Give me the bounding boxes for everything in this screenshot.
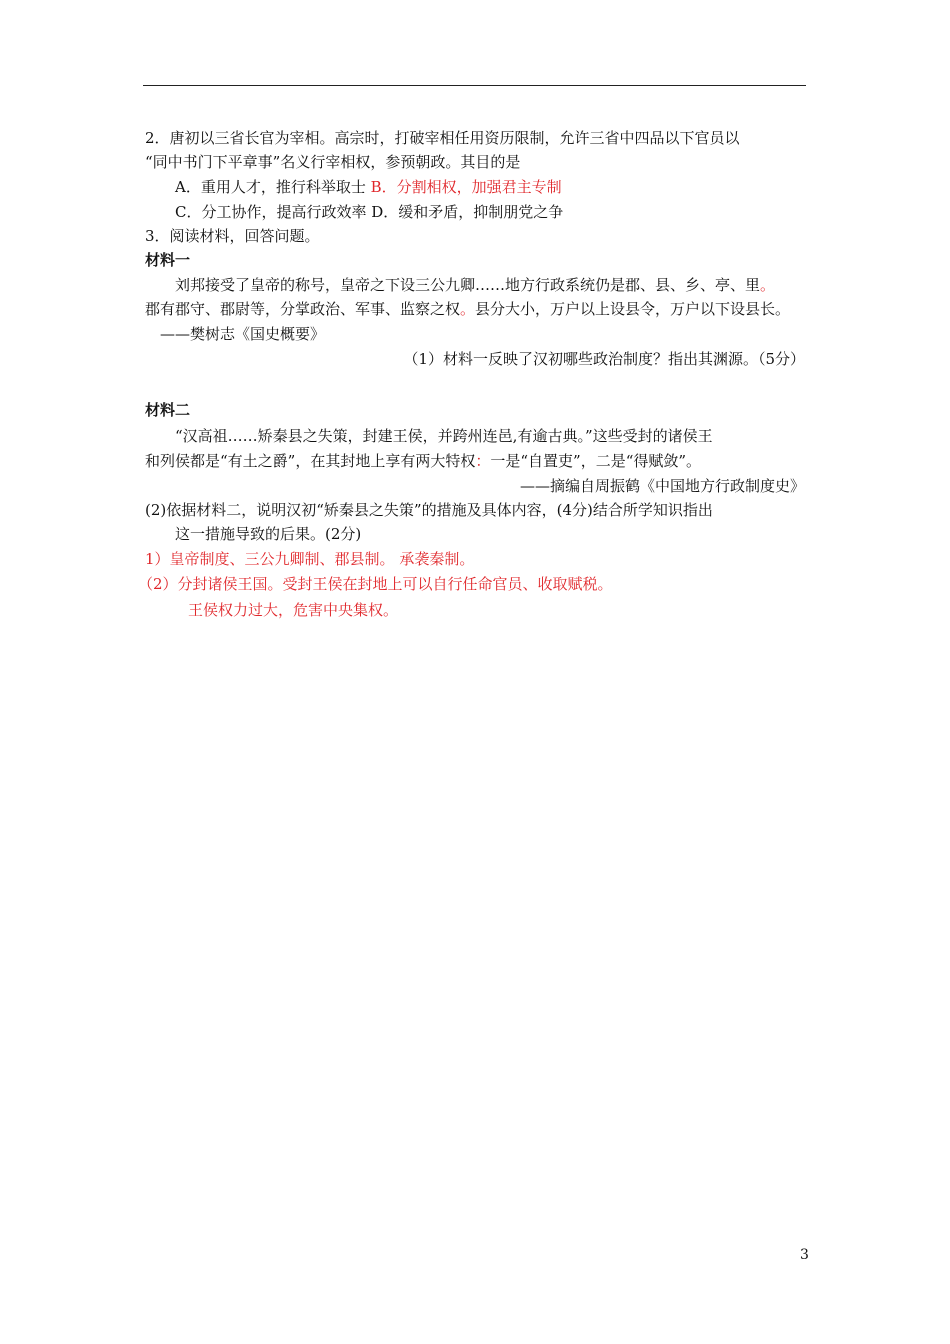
question-two-line2: 这一措施导致的后果。(2分) xyxy=(175,525,362,543)
header-rule xyxy=(143,85,806,86)
q2-options-row1 xyxy=(175,175,562,199)
material-two-source: ——摘编自周振鹤《中国地方行政制度史》 xyxy=(519,477,805,495)
q2-option-a: A．重用人才，推行科举取士 xyxy=(175,178,366,196)
page-number: 3 xyxy=(800,1247,809,1263)
q3-intro: 3．阅读材料，回答问题。 xyxy=(145,227,320,245)
material-one-heading: 材料一 xyxy=(145,251,191,269)
material-two-line2: 和列侯都是“有土之爵”，在其封地上享有两大特权：一是“自置吏”，二是“得赋敛”。 xyxy=(145,452,702,470)
material-one-line2: 郡有郡守、郡尉等，分掌政治、军事、监察之权。县分大小，万户以上设县令，万户以下设县长。 xyxy=(145,300,791,318)
material-two-heading: 材料二 xyxy=(145,401,191,419)
q2-option-c: C．分工协作，提高行政效率 xyxy=(175,203,367,221)
material-two-line1: “汉高祖……矫秦县之失策，封建王侯，并跨州连邑,有逾古典。”这些受封的诸侯王 xyxy=(175,427,713,445)
q2-stem-line2: “同中书门下平章事”名义行宰相权，参预朝政。其目的是 xyxy=(145,153,521,171)
q2-options-row2 xyxy=(175,200,563,224)
question-two-line1: (2)依据材料二，说明汉初“矫秦县之失策”的措施及具体内容，(4分)结合所学知识指出 xyxy=(145,501,713,519)
q2-stem-line1: 2．唐初以三省长官为宰相。高宗时，打破宰相任用资历限制，允许三省中四品以下官员以 xyxy=(145,129,740,147)
material-one-line1: 刘邦接受了皇帝的称号，皇帝之下设三公九卿……地方行政系统仍是郡、县、乡、亭、里。 xyxy=(175,276,776,294)
question-one: （1）材料一反映了汉初哪些政治制度？指出其渊源。（5分） xyxy=(403,350,805,368)
material-one-source: ——樊树志《国史概要》 xyxy=(160,325,326,343)
answer-one: 1）皇帝制度、三公九卿制、郡县制。 承袭秦制。 xyxy=(145,550,475,568)
answer-two-consequence: 王侯权力过大，危害中央集权。 xyxy=(188,601,399,619)
answer-two: （2）分封诸侯王国。受封王侯在封地上可以自行任命官员、收取赋税。 xyxy=(138,575,613,593)
q2-option-d: D．缓和矛盾，抑制朋党之争 xyxy=(371,203,564,221)
q2-option-b: B．分割相权，加强君主专制 xyxy=(370,178,562,196)
